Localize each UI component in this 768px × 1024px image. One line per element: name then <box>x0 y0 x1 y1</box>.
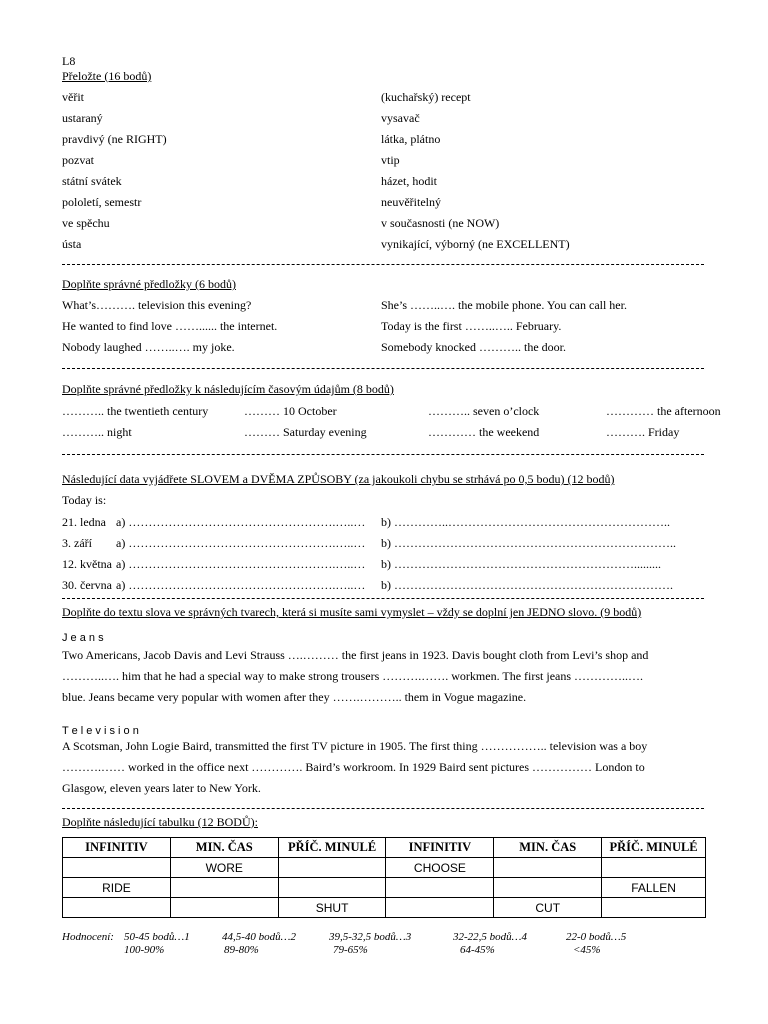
scoring-percent: 89-80% <box>224 944 259 956</box>
s1-left-item: pololetí, semestr <box>62 195 142 209</box>
scoring-range: 50-45 bodů…1 <box>124 931 190 943</box>
table-cell[interactable] <box>278 878 386 898</box>
scoring-label: Hodnocení: <box>62 931 114 943</box>
answer-line-a: a) …………………………………………….…..… <box>116 557 366 571</box>
divider <box>62 454 704 455</box>
answer-line-a: a) …………………………………………….…..… <box>116 536 366 550</box>
answer-line-a: a) …………………………………………….…..… <box>116 515 366 529</box>
answer-line-b: b) ……………………………………………………………. <box>381 578 673 592</box>
section4-title: Následující data vyjádřete SLOVEM a DVĚMA ZPŮSOBY (za jakoukoli chybu se strhává po 0,5 bodu) (12 bodů) <box>62 472 615 486</box>
jeans-text-line: ………..…. him that he had a special way to make strong trousers ……….……. workmen. The first jeans …………..…. <box>62 669 644 683</box>
table-header: MIN. ČAS <box>170 838 278 858</box>
page-label: L8 <box>62 54 76 68</box>
s2-left-item: He wanted to find love ……...... the internet. <box>62 319 278 333</box>
table-cell[interactable]: RIDE <box>63 878 171 898</box>
s1-left-item: pravdivý (ne RIGHT) <box>62 132 167 146</box>
s1-right-item: neuvěřitelný <box>381 195 441 209</box>
date-label: 3. září <box>62 536 92 550</box>
television-heading: T e l e v i s i o n <box>62 725 139 737</box>
table-cell[interactable] <box>63 898 171 918</box>
table-cell[interactable]: WORE <box>170 858 278 878</box>
table-cell[interactable] <box>170 878 278 898</box>
s1-left-item: pozvat <box>62 153 94 167</box>
table-cell[interactable] <box>63 858 171 878</box>
answer-line-b: b) ……………………………………………………......... <box>381 557 661 571</box>
date-label: 21. ledna <box>62 515 106 529</box>
table-cell[interactable]: CUT <box>494 898 602 918</box>
section2-title: Doplňte správné předložky (6 bodů) <box>62 277 236 291</box>
table-header-row <box>63 838 706 858</box>
table-cell[interactable]: SHUT <box>278 898 386 918</box>
table-row <box>63 878 706 898</box>
table-header: INFINITIV <box>386 838 494 858</box>
table-header: MIN. ČAS <box>494 838 602 858</box>
section1-title: Přeložte (16 bodů) <box>62 69 152 83</box>
scoring-range: 39,5-32,5 bodů…3 <box>329 931 412 943</box>
scoring-range: 44,5-40 bodů…2 <box>222 931 296 943</box>
table-header: PŘÍČ. MINULÉ <box>602 838 706 858</box>
scoring-range: 32-22,5 bodů…4 <box>453 931 527 943</box>
s1-right-item: vysavač <box>381 111 420 125</box>
table-cell[interactable] <box>278 858 386 878</box>
s3-item: ……….. night <box>62 425 132 439</box>
s3-item: ……… Saturday evening <box>244 425 367 439</box>
s1-right-item: vtip <box>381 153 400 167</box>
table-cell[interactable] <box>386 898 494 918</box>
scoring-range: 22-0 bodů…5 <box>566 931 627 943</box>
s2-right-item: Today is the first ……..….. February. <box>381 319 562 333</box>
table-cell[interactable] <box>602 898 706 918</box>
s2-left-item: Nobody laughed ……..…. my joke. <box>62 340 235 354</box>
s3-item: ……….. the twentieth century <box>62 404 209 418</box>
today-label: Today is: <box>62 493 107 507</box>
jeans-text-line: blue. Jeans became very popular with women after they …….……….. them in Vogue magazine. <box>62 690 527 704</box>
s2-right-item: Somebody knocked ……….. the door. <box>381 340 566 354</box>
divider <box>62 368 704 369</box>
table-cell[interactable] <box>602 858 706 878</box>
scoring-percent: 79-65% <box>333 944 368 956</box>
tv-text-line: A Scotsman, John Logie Baird, transmitted the first TV picture in 1905. The first thing …………….. television was a boy <box>62 739 648 753</box>
jeans-heading: J e a n s <box>62 632 104 644</box>
section5-title: Doplňte do textu slova ve správných tvarech, která si musíte sami vymyslet – vždy se doplní jen JEDNO slovo. (9 bodů) <box>62 605 642 619</box>
s3-item: ………. Friday <box>606 425 680 439</box>
table-row <box>63 898 706 918</box>
table-cell[interactable] <box>494 878 602 898</box>
divider <box>62 264 704 265</box>
s3-item: ……… 10 October <box>244 404 337 418</box>
divider <box>62 808 704 809</box>
s2-left-item: What’s………. television this evening? <box>62 298 252 312</box>
tv-text-line: Glasgow, eleven years later to New York. <box>62 781 261 795</box>
s1-left-item: ústa <box>62 237 82 251</box>
answer-line-b: b) …………..……………………………………………….. <box>381 515 670 529</box>
answer-line-b: b) …………………………………………………………….. <box>381 536 676 550</box>
s1-right-item: vynikající, výborný (ne EXCELLENT) <box>381 237 570 251</box>
date-label: 30. června <box>62 578 112 592</box>
scoring-percent: <45% <box>573 944 601 956</box>
scoring-percent: 100-90% <box>124 944 165 956</box>
s1-left-item: ustaraný <box>62 111 103 125</box>
table-cell[interactable]: FALLEN <box>602 878 706 898</box>
date-label: 12. května <box>62 557 112 571</box>
table-row <box>63 858 706 878</box>
s1-right-item: (kuchařský) recept <box>381 90 471 104</box>
s3-item: ……….. seven o’clock <box>428 404 540 418</box>
scoring-percent: 64-45% <box>460 944 495 956</box>
answer-line-a: a) …………………………………………….…..… <box>116 578 366 592</box>
s3-item: ………… the afternoon <box>606 404 721 418</box>
jeans-text-line: Two Americans, Jacob Davis and Levi Strauss ….……… the first jeans in 1923. Davis bought cloth from Levi’s shop and <box>62 648 649 662</box>
section3-title: Doplňte správné předložky k následujícím časovým údajům (8 bodů) <box>62 382 394 396</box>
section6-title: Doplňte následující tabulku (12 BODŮ): <box>62 815 258 829</box>
table-cell[interactable] <box>494 858 602 878</box>
table-cell[interactable]: CHOOSE <box>386 858 494 878</box>
s1-right-item: v současnosti (ne NOW) <box>381 216 500 230</box>
s1-left-item: státní svátek <box>62 174 122 188</box>
s1-right-item: házet, hodit <box>381 174 437 188</box>
s1-left-item: věřit <box>62 90 84 104</box>
s1-right-item: látka, plátno <box>381 132 441 146</box>
s1-left-item: ve spěchu <box>62 216 110 230</box>
table-cell[interactable] <box>386 878 494 898</box>
table-header: INFINITIV <box>63 838 171 858</box>
tv-text-line: ……….…… worked in the office next …………. Baird’s workroom. In 1929 Baird sent pictures …………… London to <box>62 760 645 774</box>
s3-item: ………… the weekend <box>428 425 540 439</box>
table-cell[interactable] <box>170 898 278 918</box>
s2-right-item: She’s ……..…. the mobile phone. You can call her. <box>381 298 627 312</box>
verb-table <box>62 837 706 918</box>
divider <box>62 598 704 599</box>
table-header: PŘÍČ. MINULÉ <box>278 838 386 858</box>
